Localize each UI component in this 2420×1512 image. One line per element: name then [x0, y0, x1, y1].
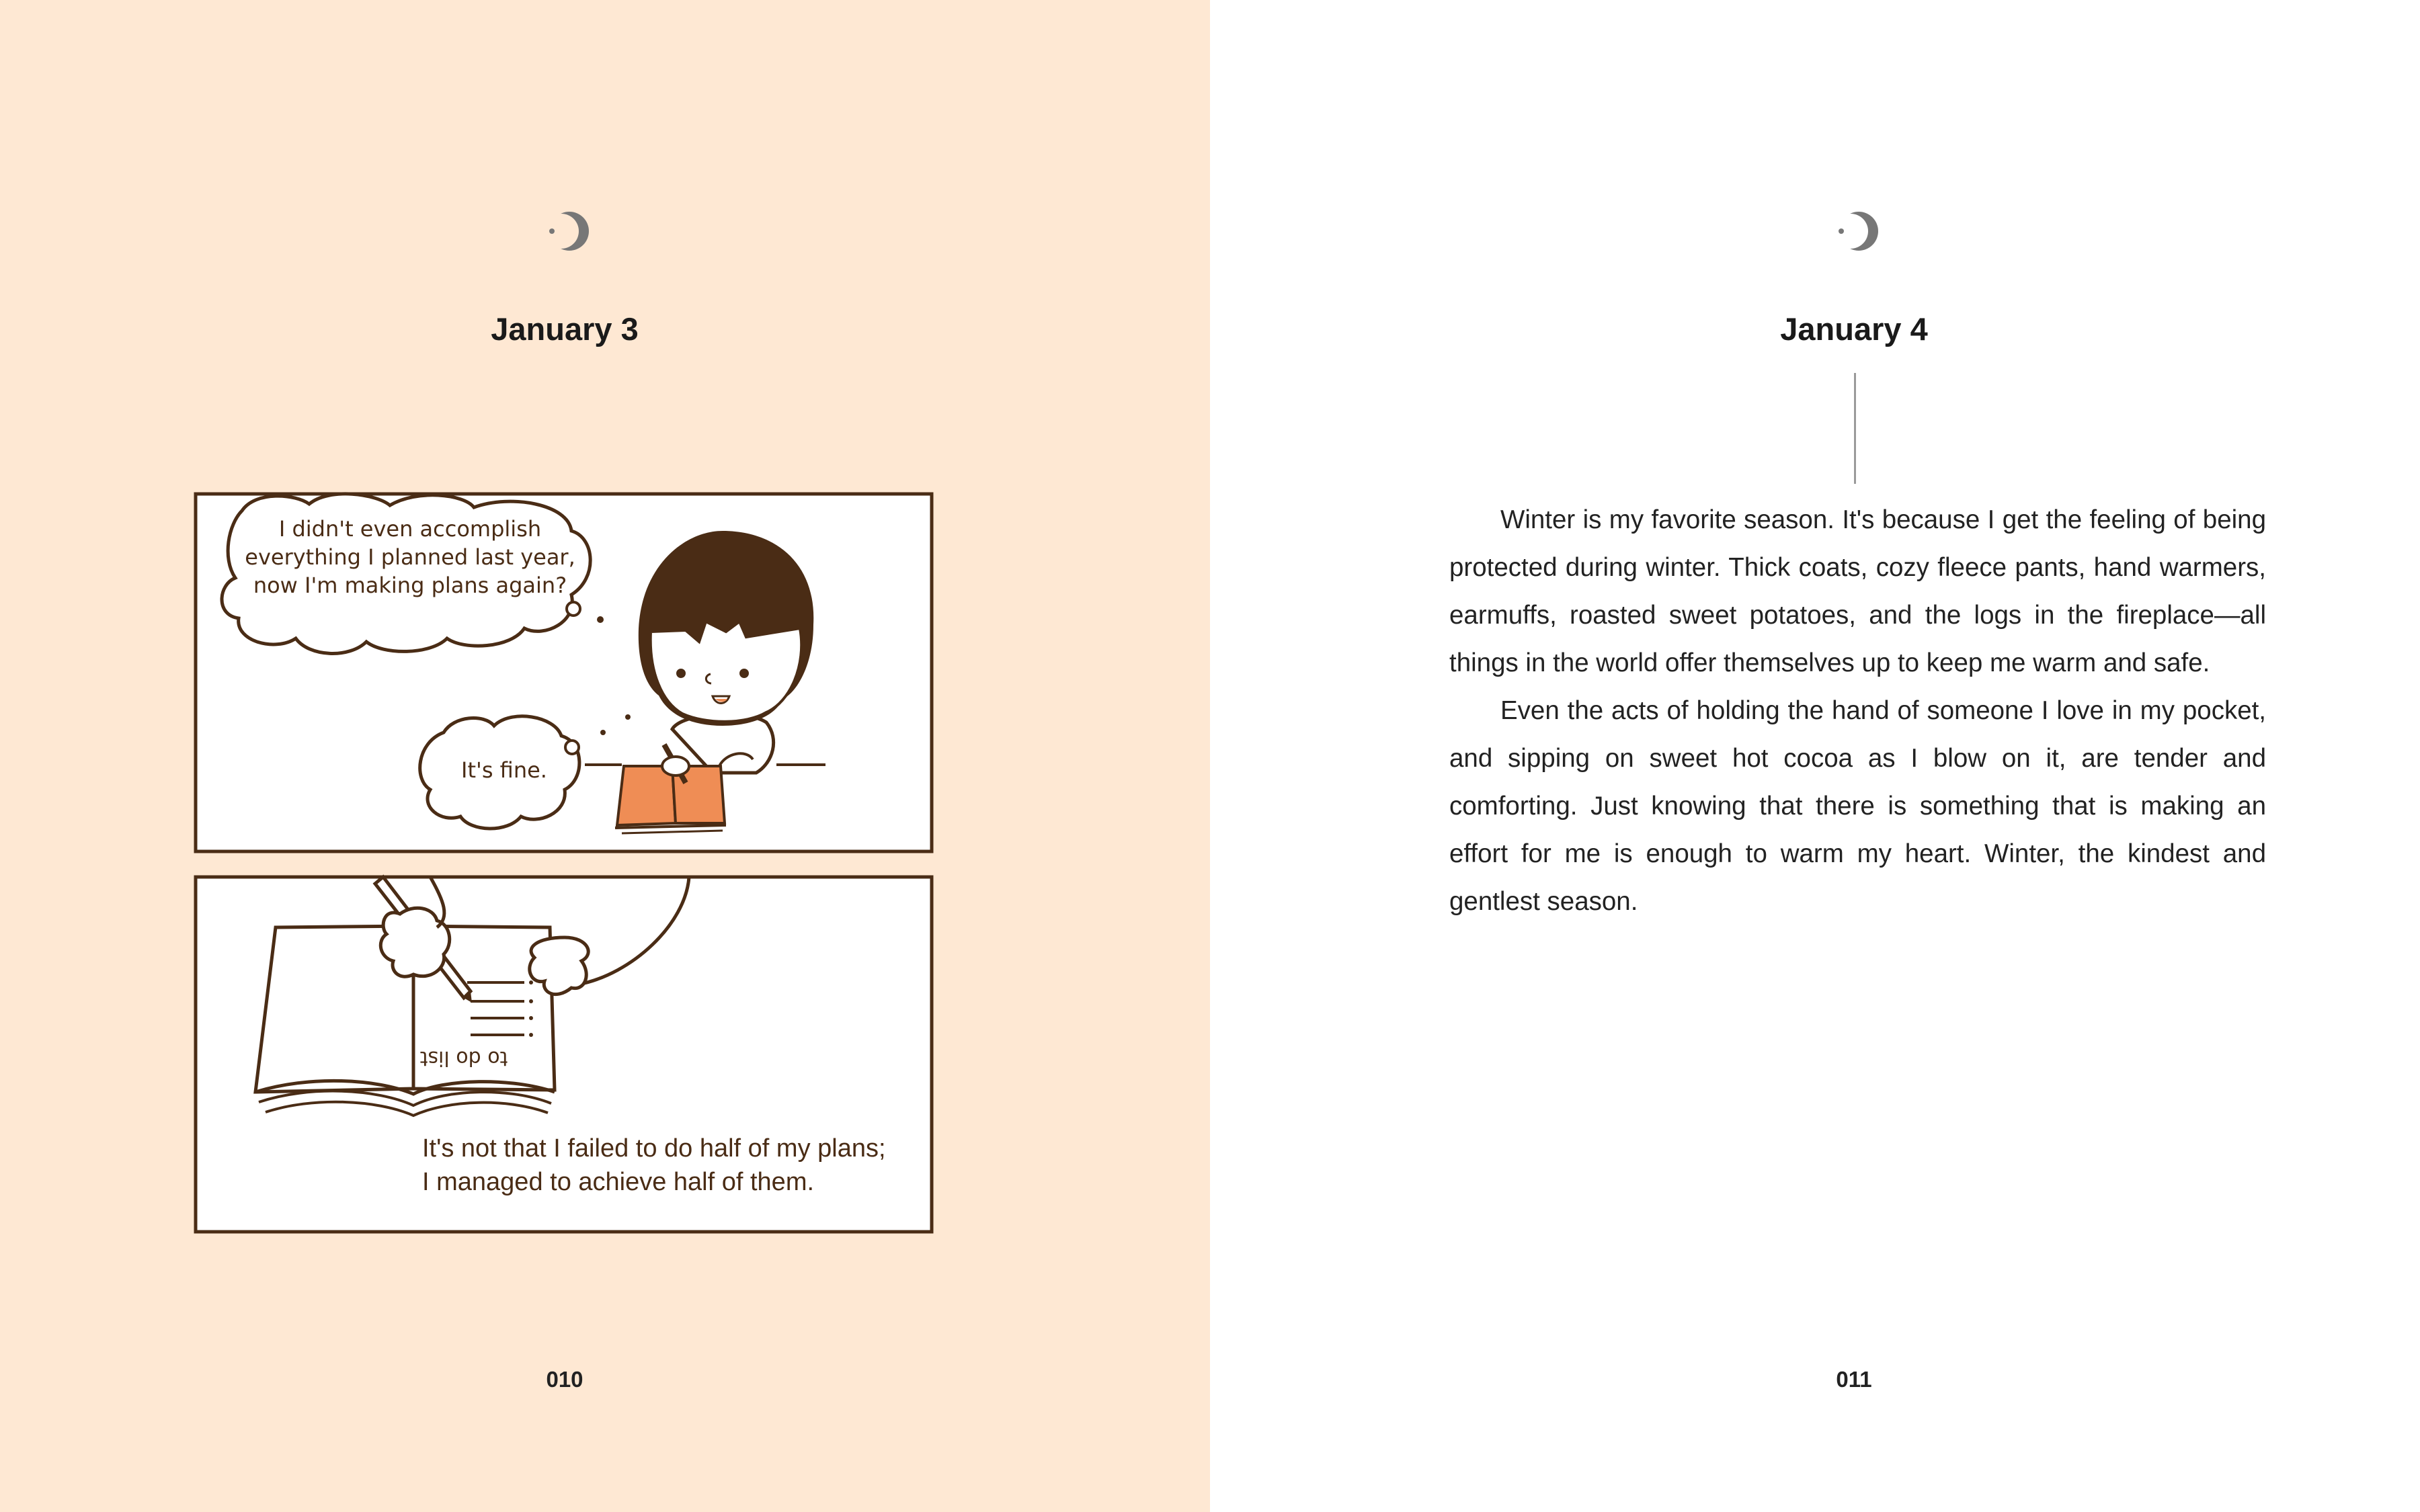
essay-paragraph-2: Even the acts of holding the hand of someone I love in my pocket, and sipping on sweet hot cocoa as I blow on it, are tender and comforting. Just knowing that there is something that is making an effort for me is enough to warm my heart. Winter, the kindest and gentlest season. [1449, 696, 2266, 916]
thought-bubble-line-2: everything I planned last year, [245, 544, 575, 570]
divider-line [1854, 373, 1856, 484]
essay-text [1449, 496, 2266, 925]
page-date: January 4 [1780, 311, 1928, 347]
thought-bubble-line-3: now I'm making plans again? [253, 573, 567, 598]
caption-line-1: It's not that I failed to do half of my plans; [422, 1134, 886, 1163]
essay-paragraph-1: Winter is my favorite season. It's because I get the feeling of being protected during winter. Thick coats, cozy fleece pants, hand warmers, earmuffs, roasted sweet potatoes, and the logs in the fireplace—all things in the world offer themselves up to keep me warm and safe. [1449, 505, 2266, 677]
moon-icon [1817, 195, 1891, 269]
small-bubble-text: It's fine. [461, 757, 547, 783]
thought-bubble-line-1: I didn't even accomplish [278, 516, 542, 542]
page-number: 010 [546, 1367, 583, 1392]
caption-line-2: I managed to achieve half of them. [422, 1168, 815, 1196]
page-number: 011 [1836, 1367, 1872, 1392]
notebook-todo-text: to do list [419, 1046, 508, 1070]
page-date: January 3 [491, 311, 639, 347]
